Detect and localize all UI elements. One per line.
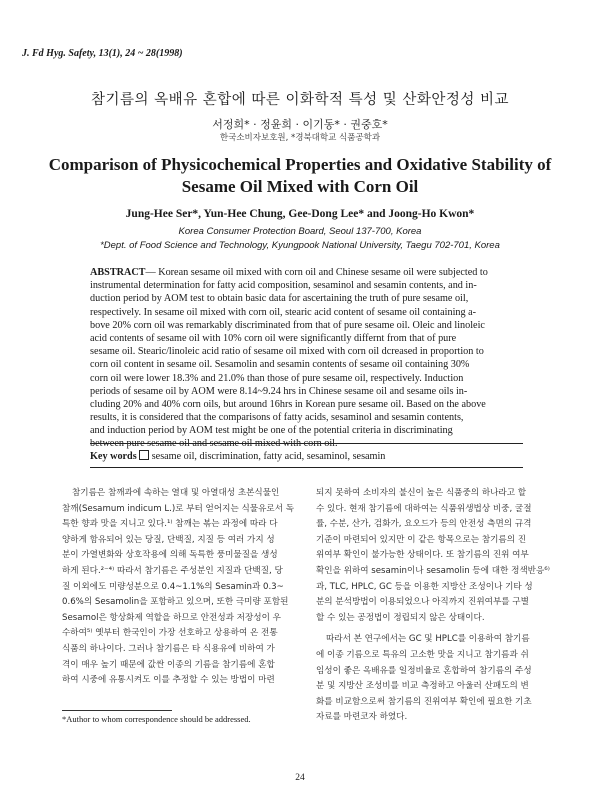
body-line: 양하게 함유되어 있는 당질, 단백질, 지질 등 여러 가지 성: [62, 534, 275, 545]
abstract-line: periods of sesame oil by AOM were 8.14~9.24 hrs in Chinese sesame oil and sesame oils in-: [90, 385, 468, 397]
abstract-line: ABSTRACT— Korean sesame oil mixed with corn oil and Chinese sesame oil were subjected to: [90, 267, 488, 278]
abstract-line: duction period by AOM test to obtain basic data for ascertaining the truth of pure sesame oil,: [90, 293, 469, 305]
keywords-top-rule: [90, 443, 523, 444]
body-line: 에 이종 기름으로 특유의 고소한 맛을 지니고 참기름과 쉬: [316, 649, 529, 660]
page-number: 24: [295, 773, 305, 783]
abstract-line: bove 20% corn oil was remarkably discriminated from that of pure sesame oil. Oleic and linoleic: [90, 319, 485, 331]
abstract-line: results, it is considered that the comparisons of fatty acids, sesaminol and sesamin contents,: [90, 412, 464, 424]
abstract-line: corn oil content in sesame oil. Sesamolin and sesamin contents of sesame oil containing 30%: [90, 359, 470, 371]
body-line: 질 이외에도 미량성분으로 0.4~1.1%의 Sesamin과 0.3~: [62, 581, 284, 592]
body-line: 하여 시중에 유통시켜도 이를 추정할 수 있는 방법이 마련: [62, 675, 275, 686]
body-line: 하게 된다.²⁻⁴⁾ 따라서 참기름은 주성분인 지질과 단백질, 당: [62, 565, 283, 576]
body-line: 과, TLC, HPLC, GC 등을 이용한 지방산 조성이나 기타 성: [316, 581, 533, 592]
body-line: 자료를 마련코자 하였다.: [316, 712, 408, 723]
body-line: 률, 수분, 산가, 검화가, 요오드가 등의 안전성 측면의 규격: [316, 519, 532, 530]
footnote: *Author to whom correspondence should be addressed.: [62, 714, 251, 724]
abstract-line: instrumental determination for fatty acid composition, sesaminol and sesamin contents, and in-: [90, 280, 477, 292]
keywords-box-icon: [139, 450, 149, 460]
body-line: 0.6%의 Sesamolin을 포함하고 있으며, 또한 극미량 포함된: [62, 597, 289, 608]
body-line: 할 수 있는 공정법이 정립되지 않은 상태이다.: [316, 612, 485, 623]
journal-header: J. Fd Hyg. Safety, 13(1), 24 ~ 28(1998): [22, 48, 183, 59]
body-line: 임성이 좋은 옥배유를 일정비율로 혼합하여 참기름의 주성: [316, 665, 532, 676]
body-line: 수 있다. 현재 참기름에 대하여는 식품위생법상 비중, 굴절: [316, 503, 532, 514]
body-line: 따라서 본 연구에서는 GC 및 HPLC를 이용하여 참기름: [326, 634, 530, 645]
abstract-line: and induction period by AOM test might be one of the potential criteria in discriminating: [90, 425, 453, 437]
body-line: 식품의 하나이다. 그러나 참기름은 타 식용유에 비하여 가: [62, 643, 275, 654]
keywords-text: sesame oil, discrimination, fatty acid, sesaminol, sesamin: [151, 451, 386, 462]
body-line: 참깨(Sesamum indicum L.)로 부터 얻어지는 식물유로서 독: [62, 503, 295, 514]
abstract-line: respectively. In sesame oil mixed with corn oil, stearic acid content of sesame oil containing a-: [90, 306, 477, 318]
footnote-rule: [62, 710, 172, 711]
abstract-line: sesame oil. Stearic/linoleic acid ratio of sesame oil mixed with corn oil dcreased in proportion to: [90, 346, 484, 358]
body-line: 참기름은 참깨과에 속하는 열대 및 아열대성 초본식물인: [72, 488, 280, 498]
abstract-line: cluding 20% and 40% corn oils, but around 16hrs in Korean pure sesame oil. Based on the above: [90, 398, 486, 410]
abstract: [90, 266, 523, 451]
body-line: 특한 향과 맛을 지니고 있다.¹⁾ 참깨는 볶는 과정에 따라 다: [62, 519, 278, 530]
english-title: Comparison of Physicochemical Properties and Oxidative Stability of Sesame Oil Mixed with Corn Oil: [48, 155, 552, 196]
body-right-column: [316, 486, 562, 726]
abstract-line: between pure sesame oil and sesame oil mixed with corn oil.: [90, 438, 338, 450]
body-line: 기준이 마련되어 있지만 이 같은 항목으로는 참기름의 진: [316, 534, 527, 545]
affiliation-line-1: Korea Consumer Protection Board, Seoul 137-700, Korea: [178, 226, 422, 237]
body-left-column: [62, 486, 308, 689]
korean-authors: 서정희* · 정윤희 · 이기동* · 권중호*: [212, 118, 388, 131]
korean-affiliation: 한국소비자보호원, *경북대학교 식품공학과: [219, 133, 381, 143]
abstract-label: ABSTRACT: [90, 267, 146, 278]
body-line: 확인을 위하여 sesamin이나 sesamolin 등에 대한 정색반응⁶⁾: [316, 565, 550, 576]
abstract-line: corn oil were lower 18.3% and 21.0% than those of pure sesame oil, respectively. Induction: [90, 372, 464, 384]
english-authors: Jung-Hee Ser*, Yun-Hee Chung, Gee-Dong Lee* and Joong-Ho Kwon*: [125, 208, 475, 220]
body-line: 위여부 확인이 불가능한 상태이다. 또 참기름의 진위 여부: [316, 550, 529, 561]
body-line: 분 및 지방산 조성비를 비교 측정하고 아울러 산패도의 변: [316, 681, 529, 692]
keywords-label: Key words: [90, 451, 137, 462]
body-line: 분의 분석방법이 이용되었으나 아직까지 진위여부를 구별: [316, 597, 529, 608]
keywords: [90, 450, 385, 462]
affiliation-line-2: *Dept. of Food Science and Technology, Kyungpook National University, Taegu 702-701, Korea: [100, 240, 500, 251]
keywords-bottom-rule: [90, 467, 523, 468]
body-line: 격이 매우 높기 때문에 값싼 이종의 기름을 참기름에 혼합: [62, 659, 275, 670]
body-line: Sesamol은 항상화제 역할을 하므로 안전성과 저장성이 우: [62, 612, 281, 623]
body-line: 되지 못하여 소비자의 불신이 높은 식품중의 하나라고 할: [316, 488, 527, 498]
body-line: 화를 비교함으로써 참기름의 진위여부 확인에 필요한 기초: [316, 696, 532, 707]
body-line: 분이 가열변화와 상호작용에 의해 독특한 풍미물질을 생성: [62, 550, 278, 561]
abstract-line: acid contents of sesame oil with 10% corn oil were significantly differnt from that of pure: [90, 332, 457, 344]
body-line: 수하여⁵⁾ 옛부터 한국인이 가장 선호하고 상용하여 온 전통: [62, 628, 278, 639]
korean-title: 참기름의 옥배유 혼합에 따른 이화학적 특성 및 산화안정성 비교: [90, 92, 510, 108]
